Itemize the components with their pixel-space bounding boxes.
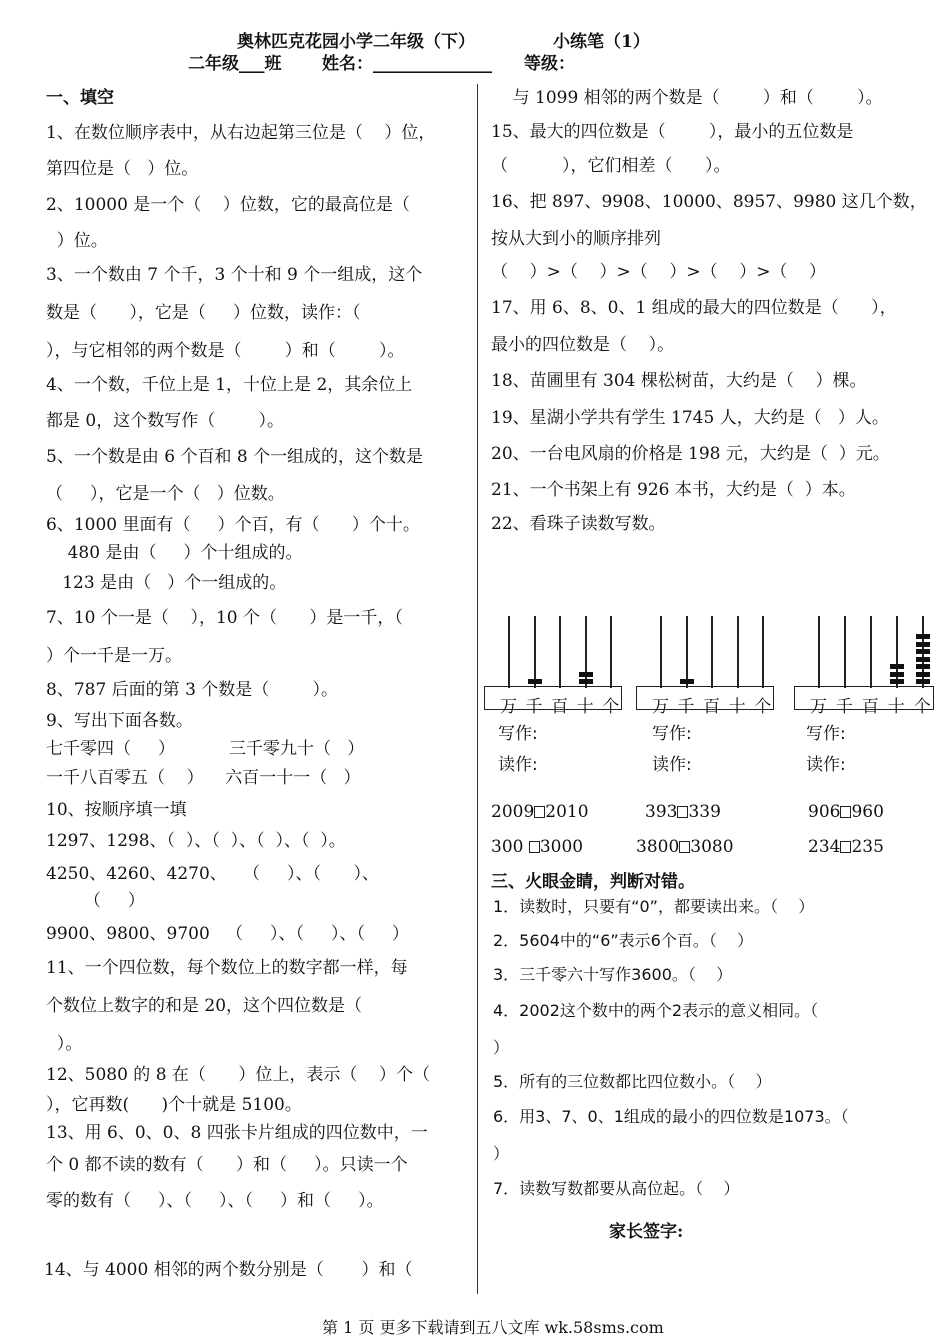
- left-line: 1、在数位顺序表中，从右边起第三位是（ ）位，: [46, 123, 436, 143]
- comparison-right: 3000: [539, 837, 584, 857]
- comparison-item: [645, 804, 721, 821]
- judge-line: 7．读数写数都要从高位起。（ ）: [493, 1179, 740, 1198]
- comparison-right: 339: [688, 802, 721, 822]
- write-label: 写作:: [652, 724, 692, 744]
- write-label: 写作:: [806, 724, 846, 744]
- abacus-place-label: 千: [835, 697, 853, 717]
- judge-line: 3．三千零六十写作3600。（ ）: [493, 965, 733, 984]
- left-line: 9900、9800、9700 （ ）、（ ）、（ ）: [46, 924, 410, 944]
- comparison-box[interactable]: [529, 841, 540, 853]
- school-title: 奥林匹克花园小学二年级（下）: [237, 32, 475, 52]
- right-line: 15、最大的四位数是（ ），最小的五位数是: [491, 122, 854, 142]
- abacus-bead: [890, 672, 904, 677]
- right-line: （ ），它们相差（ ）。: [491, 156, 731, 176]
- abacus-place-label: 十: [728, 697, 746, 717]
- abacus-bead: [916, 634, 930, 639]
- abacus-place-label: 千: [677, 697, 695, 717]
- abacus-rod: [660, 616, 662, 688]
- left-line: 3、一个数由 7 个千，3 个十和 9 个一组成，这个: [46, 265, 423, 285]
- left-line: 4250、4260、4270、 （ ）、（ ）、: [46, 864, 379, 884]
- comparison-box[interactable]: [840, 806, 851, 818]
- comparison-left: 906: [808, 802, 841, 822]
- column-divider: [477, 84, 478, 1294]
- exercise-title: 小练笔（1）: [553, 32, 650, 52]
- comparison-left: 3800: [636, 837, 680, 857]
- left-line: 480 是由（ ）个十组成的。: [46, 543, 303, 563]
- abacus-place-label: 百: [861, 697, 879, 717]
- abacus-bead: [916, 679, 930, 684]
- abacus-bead: [890, 679, 904, 684]
- abacus: [636, 616, 774, 717]
- abacus-bead: [916, 642, 930, 647]
- right-line: 按从大到小的顺序排列: [491, 229, 661, 249]
- right-line: 17、用 6、8、0、1 组成的最大的四位数是（ ），: [491, 298, 897, 318]
- parent-signature: 家长签字:: [609, 1222, 684, 1242]
- left-line: 8、787 后面的第 3 个数是（ ）。: [46, 680, 339, 700]
- abacus-rod: [508, 616, 510, 688]
- abacus-rod: [762, 616, 764, 688]
- abacus-place-label: 万: [652, 697, 669, 717]
- left-line: ），与它相邻的两个数是（ ）和（ ）。: [46, 341, 405, 361]
- abacus-rod: [711, 616, 713, 688]
- comparison-right: 3080: [690, 837, 734, 857]
- judge-line: ）: [493, 1038, 510, 1057]
- left-line: 个数位上数字的和是 20，这个四位数是（: [46, 996, 363, 1016]
- abacus-bead: [579, 679, 593, 684]
- comparison-item: [491, 839, 583, 856]
- right-line: 与 1099 相邻的两个数是（ ）和（ ）。: [491, 88, 883, 108]
- comparison-left: 2009: [491, 802, 535, 822]
- left-line: 数是（ ），它是（ ）位数，读作：（: [46, 303, 361, 323]
- judge-line: ）: [493, 1144, 510, 1163]
- name-label: 姓名：______________: [322, 54, 492, 74]
- comparison-item: [491, 804, 589, 821]
- comparison-box[interactable]: [677, 806, 688, 818]
- abacus-place-label: 个: [602, 697, 620, 717]
- left-line: 个 0 都不读的数有（ ）和（ ）。只读一个: [46, 1155, 408, 1175]
- judge-line: 1．读数时，只要有“0”，都要读出来。（ ）: [493, 897, 815, 916]
- abacus: [794, 616, 934, 717]
- abacus-rod: [559, 616, 561, 688]
- abacus-bead: [579, 672, 593, 677]
- left-line: 七千零四（ ） 三千零九十（ ）: [46, 739, 365, 759]
- abacus-rod: [534, 616, 536, 688]
- right-line: 21、一个书架上有 926 本书，大约是（ ）本。: [491, 480, 856, 500]
- left-line: 都是 0，这个数写作（ ）。: [46, 411, 284, 431]
- comparison-box[interactable]: [840, 841, 851, 853]
- comparison-right: 2010: [545, 802, 589, 822]
- left-line: ）。: [46, 1034, 83, 1054]
- comparison-box[interactable]: [679, 841, 690, 853]
- abacus-bead: [916, 657, 930, 662]
- judge-line: 4．2002这个数中的两个2表示的意义相同。（: [493, 1001, 819, 1020]
- left-line: 14、与 4000 相邻的两个数分别是（ ）和（: [44, 1260, 413, 1280]
- left-line: 13、用 6、0、0、8 四张卡片组成的四位数中，一: [46, 1123, 428, 1143]
- comparison-right: 235: [851, 837, 884, 857]
- left-line: 11、一个四位数，每个数位上的数字都一样，每: [46, 958, 408, 978]
- section-fill-blank: 一、填空: [46, 88, 114, 108]
- abacus-bead: [680, 679, 694, 684]
- abacus-place-label: 百: [703, 697, 721, 717]
- abacus-place-label: 万: [810, 697, 827, 717]
- left-line: （ ），它是一个（ ）位数。: [46, 484, 285, 504]
- abacus-place-label: 百: [551, 697, 569, 717]
- comparison-item: [636, 839, 734, 856]
- left-line: 一千八百零五（ ） 六百一十一（ ）: [46, 768, 361, 788]
- abacus-rod: [844, 616, 846, 688]
- comparison-item: [808, 804, 884, 821]
- right-line: 20、一台电风扇的价格是 198 元，大约是（ ）元。: [491, 444, 890, 464]
- abacus-bead: [916, 664, 930, 669]
- comparison-left: 300: [491, 837, 529, 857]
- left-line: 9、写出下面各数。: [46, 711, 193, 731]
- left-line: ）位。: [46, 231, 108, 251]
- comparison-left: 234: [808, 837, 841, 857]
- abacus-bead: [916, 649, 930, 654]
- right-line: 最小的四位数是（ ）。: [491, 335, 675, 355]
- abacus-rod: [818, 616, 820, 688]
- abacus-rod: [737, 616, 739, 688]
- abacus-rod: [585, 616, 587, 688]
- abacus-rod: [896, 616, 898, 688]
- comparison-left: 393: [645, 802, 678, 822]
- left-line: 123 是由（ ）个一组成的。: [46, 573, 287, 593]
- abacus-rod: [870, 616, 872, 688]
- abacus-place-label: 个: [913, 697, 931, 717]
- right-line: 16、把 897、9908、10000、8957、9980 这几个数，: [491, 192, 927, 212]
- left-line: ）个一千是一万。: [46, 646, 182, 666]
- read-label: 读作:: [806, 755, 846, 775]
- left-line: 6、1000 里面有（ ）个百，有（ ）个十。: [46, 515, 420, 535]
- judge-line: 6．用3、7、0、1组成的最小的四位数是1073。（: [493, 1107, 849, 1126]
- abacus-place-label: 十: [887, 697, 905, 717]
- abacus-bead: [890, 664, 904, 669]
- abacus-rod: [686, 616, 688, 688]
- right-line: （ ）>（ ）>（ ）>（ ）>（ ）: [491, 262, 827, 282]
- judge-line: 5．所有的三位数都比四位数小。（ ）: [493, 1072, 772, 1091]
- abacus-bead: [916, 672, 930, 677]
- comparison-right: 960: [851, 802, 884, 822]
- class-label: 二年级___班: [188, 54, 282, 74]
- left-line: 零的数有（ ）、（ ）、（ ）和（ ）。: [46, 1191, 384, 1211]
- abacus-rod: [610, 616, 612, 688]
- left-line: ），它再数( )个十就是 5100。: [46, 1095, 302, 1115]
- right-line: 22、看珠子读数写数。: [491, 514, 666, 534]
- left-line: 4、一个数，千位上是 1，十位上是 2，其余位上: [46, 375, 413, 395]
- left-line: 1297、1298、（ ）、（ ）、（ ）、（ ）。: [46, 831, 346, 851]
- right-line: 19、星湖小学共有学生 1745 人，大约是（ ）人。: [491, 408, 889, 428]
- read-label: 读作:: [652, 755, 692, 775]
- comparison-item: [808, 839, 884, 856]
- left-line: 7、10 个一是（ ），10 个（ ）是一千，（: [46, 608, 403, 628]
- left-line: 12、5080 的 8 在（ ）位上，表示（ ）个（: [46, 1065, 430, 1085]
- section-judge: 三、火眼金睛，判断对错。: [491, 872, 695, 892]
- comparison-box[interactable]: [534, 806, 545, 818]
- abacus-place-label: 十: [576, 697, 594, 717]
- abacus-place-label: 万: [500, 697, 517, 717]
- right-line: 18、苗圃里有 304 棵松树苗，大约是（ ）棵。: [491, 371, 867, 391]
- left-line: （ ）: [46, 891, 145, 911]
- abacus-place-label: 千: [525, 697, 543, 717]
- read-label: 读作:: [498, 755, 538, 775]
- write-label: 写作:: [498, 724, 538, 744]
- abacus-place-label: 个: [754, 697, 772, 717]
- left-line: 第四位是（ ）位。: [46, 159, 199, 179]
- left-line: 2、10000 是一个（ ）位数，它的最高位是（: [46, 195, 410, 215]
- abacus: [484, 616, 622, 717]
- judge-line: 2．5604中的“6”表示6个百。（ ）: [493, 931, 754, 950]
- left-line: 5、一个数是由 6 个百和 8 个一组成的，这个数是: [46, 447, 424, 467]
- grade-label: 等级：: [524, 54, 575, 74]
- abacus-bead: [528, 679, 542, 684]
- left-line: 10、按顺序填一填: [46, 800, 187, 820]
- footer: 第 1 页 更多下载请到五八文库 wk.58sms.com: [322, 1318, 664, 1337]
